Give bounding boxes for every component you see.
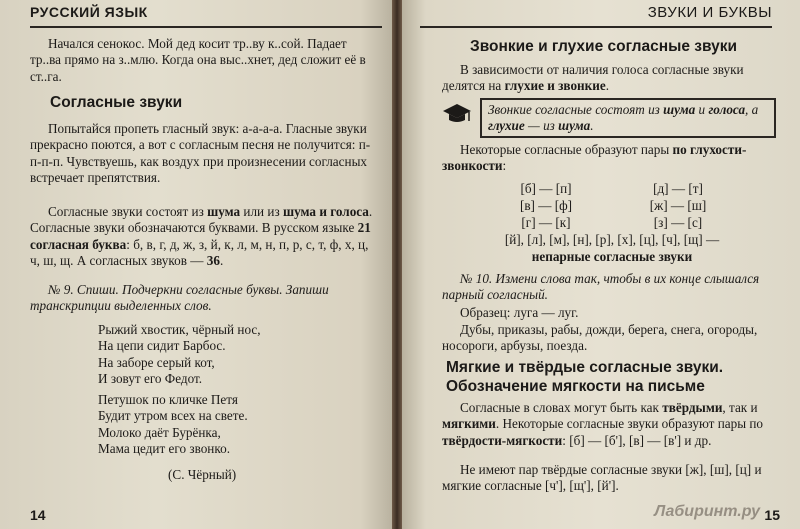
poem-author: (С. Чёрный) [168, 467, 237, 482]
poem-stanza-2: Петушок по кличке Петя Будит утром всех на свете. Молоко даёт Бурёнка, Мама цедит его звонко. [98, 392, 248, 456]
right-page-number: 15 [764, 507, 780, 523]
right-page [402, 0, 800, 529]
book-gutter [392, 0, 402, 529]
section-title-voiced-voiceless: Звонкие и глухие согласные звуки [470, 38, 738, 55]
exercise-9: № 9. Спиши. Подчеркни согласные буквы. Запиши транскрипции выделенных слов. [30, 282, 329, 314]
exercise-10-sample: Образец: луга — луг. [460, 305, 579, 320]
section-title-consonants: Согласные звуки [50, 94, 183, 111]
exercise-10-words: Дубы, приказы, рабы, дожди, берега, снега, огороды, носороги, арбузы, поезда. [442, 322, 758, 354]
right-running-header: ЗВУКИ И БУКВЫ [420, 4, 772, 28]
paragraph-soft-hard: Согласные в словах могут быть как твёрдыми, так и мягкими. Некоторые согласные звуки образуют пары по твёрдости-мягкости: [б] — [б'], [в] — [в'] и др. [442, 400, 764, 448]
left-page [0, 0, 392, 529]
paragraph-consonant-letters: Согласные звуки состоят из шума или из шума и голоса. Согласные звуки обозначаются буквами. В русском языке 21 согласная буква: б, в, г, д, ж, з, й, к, л, м, н, п, р, с, т, ф, х, ц, ч, ш, щ. А согласных звуков — 36. [30, 204, 373, 268]
rule-box-voiced: Звонкие согласные состоят из шума и голоса, а глухие — из шума. [480, 98, 776, 138]
poem-stanza-1: Рыжий хвостик, чёрный нос, На цепи сидит Барбос. На заборе серый кот, И зовут его Федот. [98, 322, 261, 386]
paragraph-voice-division: В зависимости от наличия голоса согласные звуки делятся на глухие и звонкие. [442, 62, 744, 94]
exercise-10: № 10. Измени слова так, чтобы в их конце слышался парный согласный. [442, 271, 760, 303]
paragraph-pairs-intro: Некоторые согласные образуют пары по глухости-звонкости: [442, 142, 747, 174]
watermark-logo: Лабиринт.ру [654, 503, 760, 520]
pair-row: [б] — [п] [д] — [т] [520, 181, 703, 196]
graduation-cap-icon [442, 102, 472, 126]
unpaired-list: [й], [л], [м], [н], [р], [х], [ц], [ч], [щ] — [504, 232, 720, 247]
paragraph-unpaired-soft-hard: Не имеют пар твёрдые согласные звуки [ж], [ш], [ц] и мягкие согласные [ч'], [щ'], [й']. [442, 462, 762, 494]
left-running-header: РУССКИЙ ЯЗЫК [30, 4, 382, 28]
pair-row: [г] — [к] [з] — [с] [521, 215, 703, 230]
left-page-number: 14 [30, 507, 46, 523]
paragraph-singing: Попытайся пропеть гласный звук: а-а-а-а. Гласные звуки прекрасно поются, а вот с согласным песня не получится: п-п-п-п. Чувствуешь, как воздух при произнесении согласных встречает препятствия. [30, 121, 371, 185]
voicing-pairs-table [442, 180, 782, 265]
pair-row: [в] — [ф] [ж] — [ш] [519, 198, 707, 213]
intro-text: Начался сенокос. Мой дед косит тр..ву к..сой. Падает тр..ва прямо на з..млю. Когда она выс..хнет, дед сложит её в ст..га. [30, 36, 366, 84]
unpaired-label: непарные согласные звуки [531, 249, 693, 264]
section-title-soft-hard: Мягкие и твёрдые согласные звуки. Обозначение мягкости на письме [446, 359, 724, 395]
